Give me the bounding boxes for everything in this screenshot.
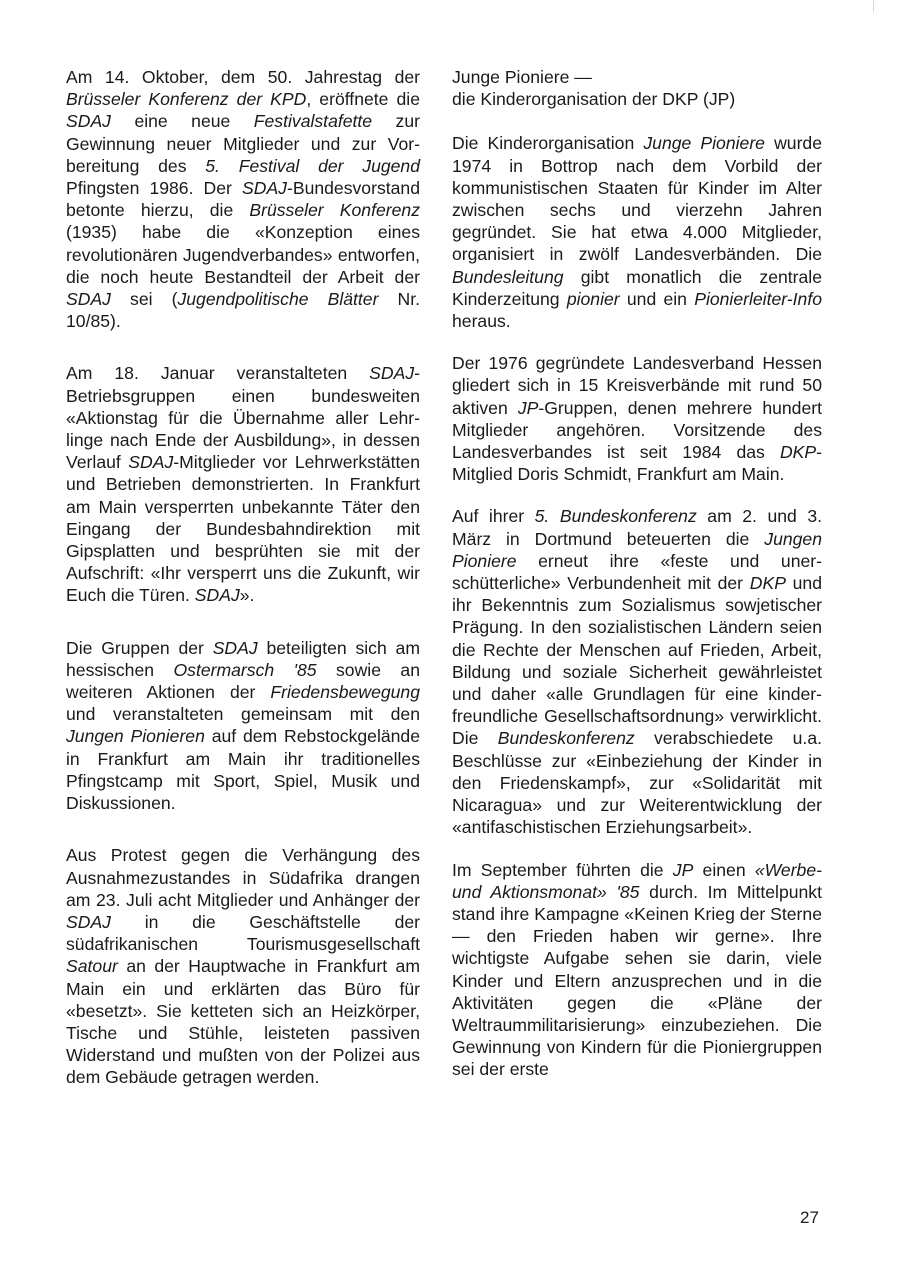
text-run: Am 14. Oktober, dem 50. Jahrestag der xyxy=(66,67,420,87)
italic-term: Festivalstafette xyxy=(253,111,373,132)
text-run: und veranstalteten gemeinsam mit den xyxy=(66,704,420,725)
text-run: Der 1976 gegründete Landesverband Hessen gliedert sich in 15 Kreisverbände mit rund 50 aktiven xyxy=(452,353,822,418)
text-run: Die Kinderorganisation xyxy=(452,133,644,154)
italic-term: Brüsseler Konferenz der KPD xyxy=(66,89,307,110)
italic-term: Friedensbewegung xyxy=(270,682,420,703)
italic-term: pionier xyxy=(566,288,620,309)
italic-term: SDAJ xyxy=(128,452,174,473)
text-run: sei ( xyxy=(110,289,178,310)
paragraph xyxy=(452,352,822,485)
italic-term: 5. Bundeskonferenz xyxy=(534,506,697,527)
text-run: Pfingsten 1986. Der xyxy=(66,178,242,199)
italic-term: 5. Festival der Jugend xyxy=(205,155,420,176)
text-run: gibt monatlich die zentrale Kinderzeitung xyxy=(452,266,822,309)
section-title-line-2 xyxy=(452,88,822,110)
right-column xyxy=(452,66,822,1081)
text-run: durch. Im Mittelpunkt stand ihre Kampagne «Keinen Krieg der Sterne — den Frieden haben wir gerne». Ihre wichtigste Aufgabe sehen sie darin, viele Kinder und Eltern anzusprechen und in die Aktivitäten gegen die «Pläne der Weltraummilitarisierung» einzubeziehen. Die Gewinnung von Kindern für die Pioniergruppen sei der erste xyxy=(452,881,822,1080)
left-column xyxy=(66,66,420,1089)
text-run: verabschiedete u.a. Beschlüsse zur «Einbeziehung der Kinder in den Friedenskampf», zur «Solidarität mit Nicaragua» und zur Weiterentwicklung der «antifaschistischen Erziehungsarbeit». xyxy=(452,728,822,838)
paragraph xyxy=(452,505,822,838)
italic-term: Satour xyxy=(66,956,118,977)
text-run: auf dem Rebstockgelände in Frankfurt am Main ihr traditionelles Pfingstcamp mit Sport, Spiel, Musik und Diskussionen. xyxy=(66,726,420,814)
text-run: Die Gruppen der xyxy=(66,637,213,658)
text-run: an der Hauptwache in Frankfurt am Main ein und erklärten das Büro für «besetzt». Sie ketteten sich an Heizkörper, Tische und Stühle, leisteten passiven Widerstand und mußten von der Polizei aus dem Gebäude getragen werden. xyxy=(66,956,420,1088)
italic-term: Jugendpolitische Blätter xyxy=(177,289,379,310)
italic-term: JP xyxy=(672,859,694,880)
text-run: Am 18. Januar veranstalteten xyxy=(66,363,370,384)
text-run: beteiligten sich am hessischen xyxy=(66,637,420,680)
section-title-line-1 xyxy=(452,66,822,88)
italic-term: Bundesleitung xyxy=(452,266,564,287)
paragraph xyxy=(452,859,822,1081)
italic-term: SDAJ xyxy=(194,585,240,606)
text-run: Nr. 10/85). xyxy=(66,289,420,332)
text-run: sowie an weiteren Aktionen der xyxy=(66,659,420,703)
text-run: einen xyxy=(693,859,755,880)
text-run: -Betriebsgruppen einen bundesweiten «Aktionstag für die Übernahme aller Lehrlinge nach Ende der Ausbildung», in dessen Verlauf xyxy=(66,363,420,473)
text-run: am 2. und 3. März in Dortmund beteuerten die xyxy=(452,506,822,549)
italic-term: Bundeskonferenz xyxy=(497,728,635,749)
italic-term: SDAJ xyxy=(212,637,258,658)
italic-term: SDAJ xyxy=(66,911,111,932)
text-run: -Mitglieder vor Lehrwerkstätten und Betrieben demonstrierten. In Frankfurt am Main versperrten unbekannte Täter den Eingang der Bundesbahndirektion mit Gipsplatten und besprühten sie mit der Aufschrift: «Ihr versperrt uns die Zukunft, wir Euch die Türen. xyxy=(66,452,420,606)
text-run: , eröffnete die xyxy=(306,89,420,110)
text-run: Im September führten die xyxy=(452,859,673,880)
text-run: erneut ihre «feste und unerschütterliche» Verbundenheit mit der xyxy=(452,550,822,594)
italic-term: SDAJ xyxy=(242,178,287,199)
italic-term: Junge Pioniere xyxy=(643,133,765,154)
italic-term: SDAJ xyxy=(369,363,415,384)
text-run: zur Gewinnung neuer Mitglieder und zur Vorbereitung des xyxy=(66,111,420,176)
italic-term: DKP xyxy=(779,442,817,463)
paragraph xyxy=(66,362,420,606)
text-run: und ihr Bekenntnis zum Sozialismus sowjetischer Prägung. In den sozialistischen Ländern seien die Rechte der Menschen auf Frieden, Arbeit, Bildung und soziale Sicherheit gewährleistet und daher «alle Grundlagen für eine kinderfreundliche Gesellschaftsordnung» verwirklicht. Die xyxy=(452,573,822,749)
text-run: die Kinderorganisation der DKP (JP) xyxy=(452,89,736,110)
italic-term: SDAJ xyxy=(66,111,111,132)
italic-term: Jungen Pioniere xyxy=(452,528,822,571)
italic-term: «Werbe- und Aktionsmonat» '85 xyxy=(452,859,822,902)
text-run: -Bundesvorstand betonte hierzu, die xyxy=(66,178,420,221)
text-run: -Gruppen, denen mehrere hundert Mitglieder angehören. Vorsitzende des Landesverbandes ist seit 1984 das xyxy=(452,397,822,463)
text-run: Auf ihrer xyxy=(452,506,535,527)
italic-term: JP xyxy=(517,397,539,418)
scan-edge-mark xyxy=(873,0,874,12)
page-number: 27 xyxy=(800,1208,819,1227)
italic-term: Jungen Pionieren xyxy=(66,726,205,747)
italic-term: Pionierleiter-Info xyxy=(694,288,822,309)
paragraph xyxy=(66,844,420,1088)
text-run: wurde 1974 in Bottrop nach dem Vorbild der kommunistischen Staaten für Kinder im Alter zwischen sechs und vierzehn Jahren gegründet. Sie hat etwa 4.000 Mitglieder, organisiert in zwölf Landesverbänden. Die xyxy=(452,133,823,265)
italic-term: Brüsseler Konferenz xyxy=(249,200,420,221)
text-run: heraus. xyxy=(452,311,511,332)
text-run: eine neue xyxy=(110,111,254,132)
text-run: -Mitglied Doris Schmidt, Frankfurt am Main. xyxy=(452,442,822,485)
italic-term: SDAJ xyxy=(66,289,111,310)
text-run: ». xyxy=(239,585,255,606)
paragraph xyxy=(452,132,822,332)
text-run: in die Geschäftstelle der südafrikanischen Tourismusgesellschaft xyxy=(66,911,420,955)
text-run: Aus Protest gegen die Verhängung des Ausnahmezustandes in Südafrika drangen am 23. Juli acht Mitglieder und Anhänger der xyxy=(66,845,420,910)
italic-term: Ostermarsch '85 xyxy=(173,659,317,680)
text-run: und ein xyxy=(619,288,695,309)
paragraph xyxy=(66,66,420,332)
italic-term: DKP xyxy=(749,573,786,594)
text-run: (1935) habe die «Konzeption eines revolutionären Jugendverbandes» entworfen, die noch heute Bestandteil der Arbeit der xyxy=(66,222,420,287)
text-run: Junge Pioniere — xyxy=(452,67,592,87)
paragraph xyxy=(66,637,420,815)
